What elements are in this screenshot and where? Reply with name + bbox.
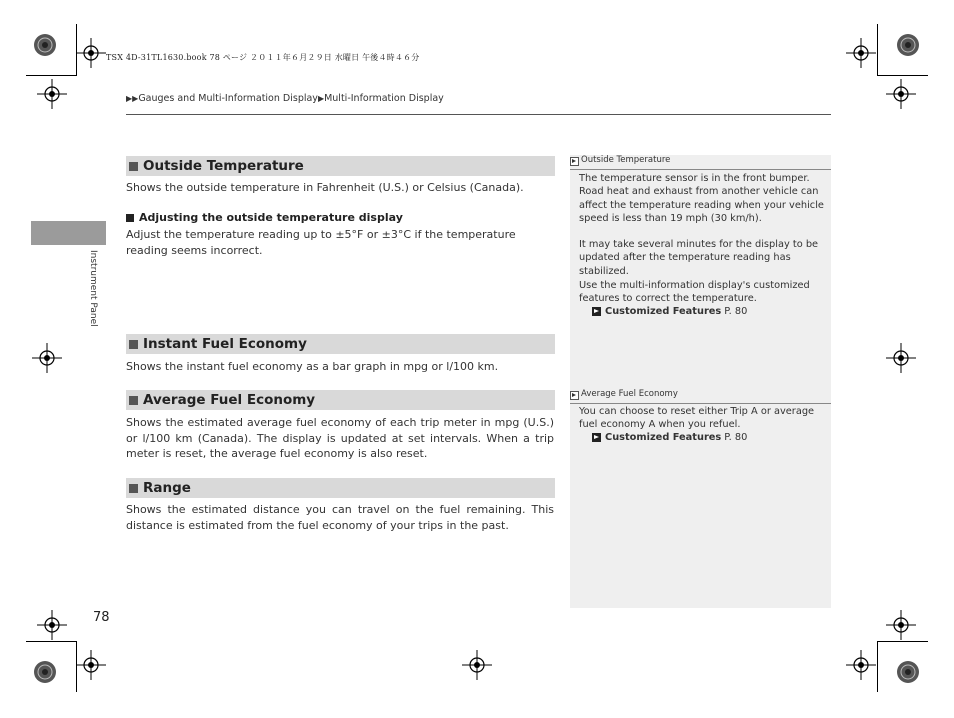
cross-reference-icon xyxy=(592,433,601,442)
registration-mark xyxy=(76,650,106,680)
section-title: Instant Fuel Economy xyxy=(143,336,307,352)
cross-reference-label: Customized Features xyxy=(605,306,722,317)
note-paragraph: It may take several minutes for the display to be updated after the temperature reading has stabilized. xyxy=(579,239,819,277)
section-title: Outside Temperature xyxy=(143,158,304,174)
section-heading-range xyxy=(126,478,555,498)
note-title: Average Fuel Economy xyxy=(581,389,678,399)
breadcrumb-arrow-icon: ▶▶ xyxy=(126,94,139,103)
star-target-mark xyxy=(896,33,920,57)
section-heading-outside-temperature xyxy=(126,156,555,176)
subsection-title: Adjusting the outside temperature display xyxy=(139,211,403,224)
subsection-heading xyxy=(126,211,403,224)
cross-reference-icon xyxy=(592,307,601,316)
section-body: Shows the estimated average fuel economy of each trip meter in mpg (U.S.) or l/100 km (Canada). The display is updated at set intervals. When a trip meter is reset, the average fuel economy is also reset. xyxy=(126,416,554,460)
page-number: 78 xyxy=(93,610,110,625)
note-marker-icon xyxy=(570,391,579,400)
star-target-mark xyxy=(33,660,57,684)
registration-mark xyxy=(76,38,106,68)
registration-mark xyxy=(886,79,916,109)
registration-mark xyxy=(37,79,67,109)
section-square-icon xyxy=(129,340,138,349)
registration-mark xyxy=(462,650,492,680)
note-heading xyxy=(570,389,831,404)
section-body: Shows the outside temperature in Fahrenheit (U.S.) or Celsius (Canada). xyxy=(126,181,524,194)
note-paragraph: The temperature sensor is in the front bumper. Road heat and exhaust from another vehicle can affect the temperature reading when your vehicle speed is less than 19 mph (30 km/h). xyxy=(579,173,824,225)
cross-reference-label: Customized Features xyxy=(605,432,722,443)
note-paragraph: Use the multi-information display's customized features to correct the temperature. xyxy=(579,280,810,305)
cross-reference-page: P. 80 xyxy=(724,432,748,443)
note-paragraph: You can choose to reset either Trip A or average fuel economy A when you refuel. xyxy=(579,406,815,431)
breadcrumb-item[interactable]: Gauges and Multi-Information Display xyxy=(138,93,318,104)
section-title: Average Fuel Economy xyxy=(143,392,316,408)
section-heading-average-fuel-economy xyxy=(126,390,555,410)
header-divider xyxy=(126,114,831,115)
section-square-icon xyxy=(129,484,138,493)
breadcrumb-arrow-icon: ▶ xyxy=(317,94,325,103)
section-heading-instant-fuel-economy xyxy=(126,334,555,354)
chapter-tab-label: Instrument Panel xyxy=(88,250,98,327)
registration-mark xyxy=(32,343,62,373)
note-heading xyxy=(570,155,831,170)
cross-reference-link[interactable] xyxy=(592,432,747,443)
star-target-mark xyxy=(33,33,57,57)
star-target-mark xyxy=(896,660,920,684)
section-title: Range xyxy=(143,480,191,496)
registration-mark xyxy=(886,343,916,373)
registration-mark xyxy=(846,38,876,68)
section-square-icon xyxy=(129,396,138,405)
section-square-icon xyxy=(129,162,138,171)
note-marker-icon xyxy=(570,157,579,166)
chapter-tab-marker xyxy=(31,221,106,245)
registration-mark xyxy=(886,610,916,640)
section-body: Shows the estimated distance you can travel on the fuel remaining. This distance is estimated from the fuel economy of your trips in the past. xyxy=(126,503,554,532)
section-body: Shows the instant fuel economy as a bar graph in mpg or l/100 km. xyxy=(126,360,499,373)
print-file-info: TSX 4D-31TL1630.book 78 ページ ２０１１年６月２９日 水曜日 午後４時４６分 xyxy=(106,53,420,62)
breadcrumb xyxy=(126,93,444,104)
cross-reference-page: P. 80 xyxy=(724,306,748,317)
subsection-body: Adjust the temperature reading up to ±5°F or ±3°C if the temperature reading seems incorrect. xyxy=(126,228,516,257)
subsection-square-icon xyxy=(126,214,134,222)
breadcrumb-item[interactable]: Multi-Information Display xyxy=(324,93,444,104)
registration-mark xyxy=(846,650,876,680)
registration-mark xyxy=(37,610,67,640)
note-title: Outside Temperature xyxy=(581,155,671,165)
cross-reference-link[interactable] xyxy=(592,306,747,317)
